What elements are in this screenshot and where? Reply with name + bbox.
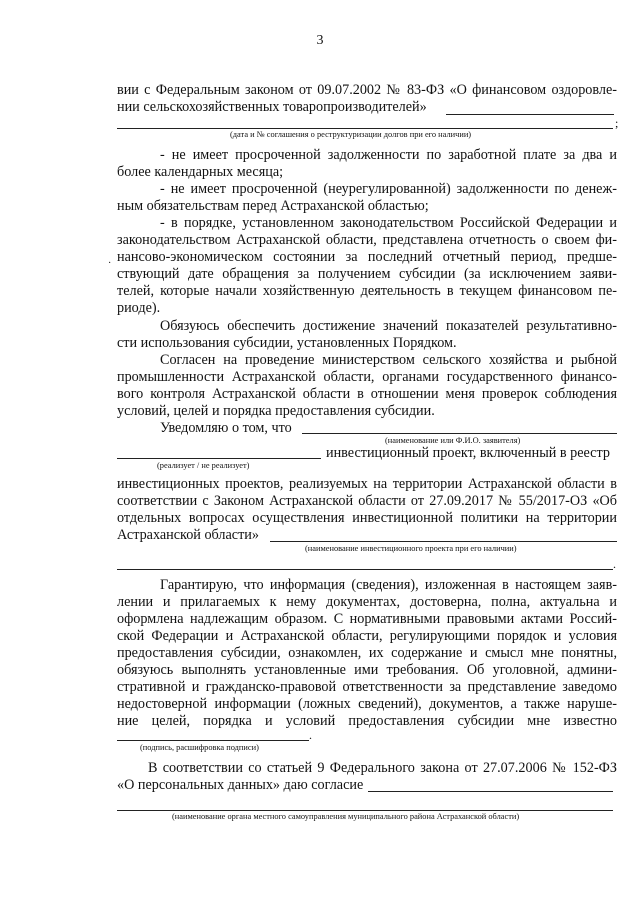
condition-3-line-5: телей, которые начали хозяйственную деятельность в текущем финансовом пе- <box>117 283 617 299</box>
guarantee-line-6: обязуюсь выполнять установленные ими требования. Об уголовной, админи- <box>117 662 617 678</box>
signature-fill-line <box>117 740 309 741</box>
notify-mid-text: инвестиционный проект, включенный в реестр <box>326 445 610 461</box>
guarantee-line-5: предоставления субсидии, ознакомлен, их содержание и смысл мне понятны, <box>117 645 617 661</box>
condition-1-line-2: более календарных месяца; <box>117 164 284 180</box>
intro-fill-line <box>446 114 614 115</box>
condition-3-line-2: законодательством Астраханской области, представлена отчетность о своем фи- <box>117 232 617 248</box>
guarantee-line-2: лении и прилагаемых к нему документах, достоверна, полна, актуальна и <box>117 594 617 610</box>
notify-body-line-1: инвестиционных проектов, реализуемых на территории Астраханской области в <box>117 476 617 492</box>
guarantee-line-7: стративной и гражданско-правовой ответственности за представление заведомо <box>117 679 617 695</box>
condition-3-line-3: нансово-экономическом состоянии за последний отчетный период, предше- <box>117 249 617 265</box>
project-fill-line-2 <box>117 569 613 570</box>
project-fill-line <box>270 541 617 542</box>
personal-data-line-1: В соответствии со статьей 9 Федерального закона от 27.07.2006 № 152-ФЗ <box>148 760 617 776</box>
condition-2-line-1: - не имеет просроченной (неурегулированной) задолженности по денеж- <box>160 181 617 197</box>
condition-2-line-2: ным обязательствам перед Астраханской областью; <box>117 198 429 214</box>
guarantee-line-1: Гарантирую, что информация (сведения), изложенная в настоящем заяв- <box>160 577 617 593</box>
guarantee-line-3: оформлена надлежащим образом. С нормативными правовыми актами Россий- <box>117 611 617 627</box>
consent-check-line-2: промышленности Астраханской области, органами государственного финансо- <box>117 369 617 385</box>
obligation-line-1: Обязуюсь обеспечить достижение значений показателей результативно- <box>160 318 617 334</box>
intro-line-1: вии с Федеральным законом от 09.07.2002 № 83-ФЗ «О финансовом оздоровле- <box>117 82 617 98</box>
authority-fill-line <box>117 810 613 811</box>
notify-prefix: Уведомляю о том, что <box>160 420 292 436</box>
signature-end-mark: . <box>309 728 312 742</box>
guarantee-line-8: недостоверной информации (ложных сведений), документов, а также наруше- <box>117 696 617 712</box>
condition-3-line-6: риоде). <box>117 300 161 316</box>
notify-body-line-4: Астраханской области» <box>117 527 259 543</box>
intro-line-2: нии сельскохозяйственных товаропроизводителей» <box>117 99 427 115</box>
guarantee-line-4: ской Федерации и Астраханской области, регулирующими порядок и условия <box>117 628 617 644</box>
consent-check-line-1: Согласен на проведение министерством сельского хозяйства и рыбной <box>160 352 617 368</box>
signature-caption: (подпись, расшифровка подписи) <box>140 743 259 752</box>
condition-1-line-1: - не имеет просроченной задолженности по заработной плате за два и <box>160 147 617 163</box>
condition-3-line-1: - в порядке, установленном законодательством Российской Федерации и <box>160 215 617 231</box>
authority-caption: (наименование органа местного самоуправления муниципального района Астраханской области) <box>172 812 520 821</box>
implements-fill-line <box>117 458 321 459</box>
agreement-fill-line <box>117 128 613 129</box>
personal-data-line-2: «О персональных данных» даю согласие <box>117 777 364 793</box>
consent-check-line-3: вого контроля Астраханской области в отношении меня проверок соблюдения <box>117 386 617 402</box>
project-caption: (наименование инвестиционного проекта при его наличии) <box>305 544 517 553</box>
notify-body-line-2: соответствии с Законом Астраханской области от 27.09.2017 № 55/2017-ОЗ «Об <box>117 493 617 509</box>
implements-caption: (реализует / не реализует) <box>157 461 250 470</box>
notify-body-line-3: отдельных вопросах осуществления инвестиционной политики на территории <box>117 510 617 526</box>
intro-end-mark: ; <box>615 116 619 130</box>
applicant-fill-line <box>302 433 617 434</box>
obligation-line-2: сти использования субсидии, установленных Порядком. <box>117 335 457 351</box>
notify-end-mark: . <box>613 557 616 571</box>
condition-3-line-4: ствующий дате обращения за получением субсидии (за исключением заяви- <box>117 266 617 282</box>
guarantee-line-9: ние целей, порядка и условий предоставления субсидии мне известно <box>117 713 617 729</box>
agreement-caption: (дата и № соглашения о реструктуризации долгов при его наличии) <box>230 130 472 139</box>
consent-check-line-4: условий, целей и порядка предоставления субсидии. <box>117 403 435 419</box>
margin-mark: · <box>108 258 112 269</box>
page-number: 3 <box>316 33 324 48</box>
applicant-caption: (наименование или Ф.И.О. заявителя) <box>385 436 521 445</box>
personal-data-fill-line <box>368 791 613 792</box>
